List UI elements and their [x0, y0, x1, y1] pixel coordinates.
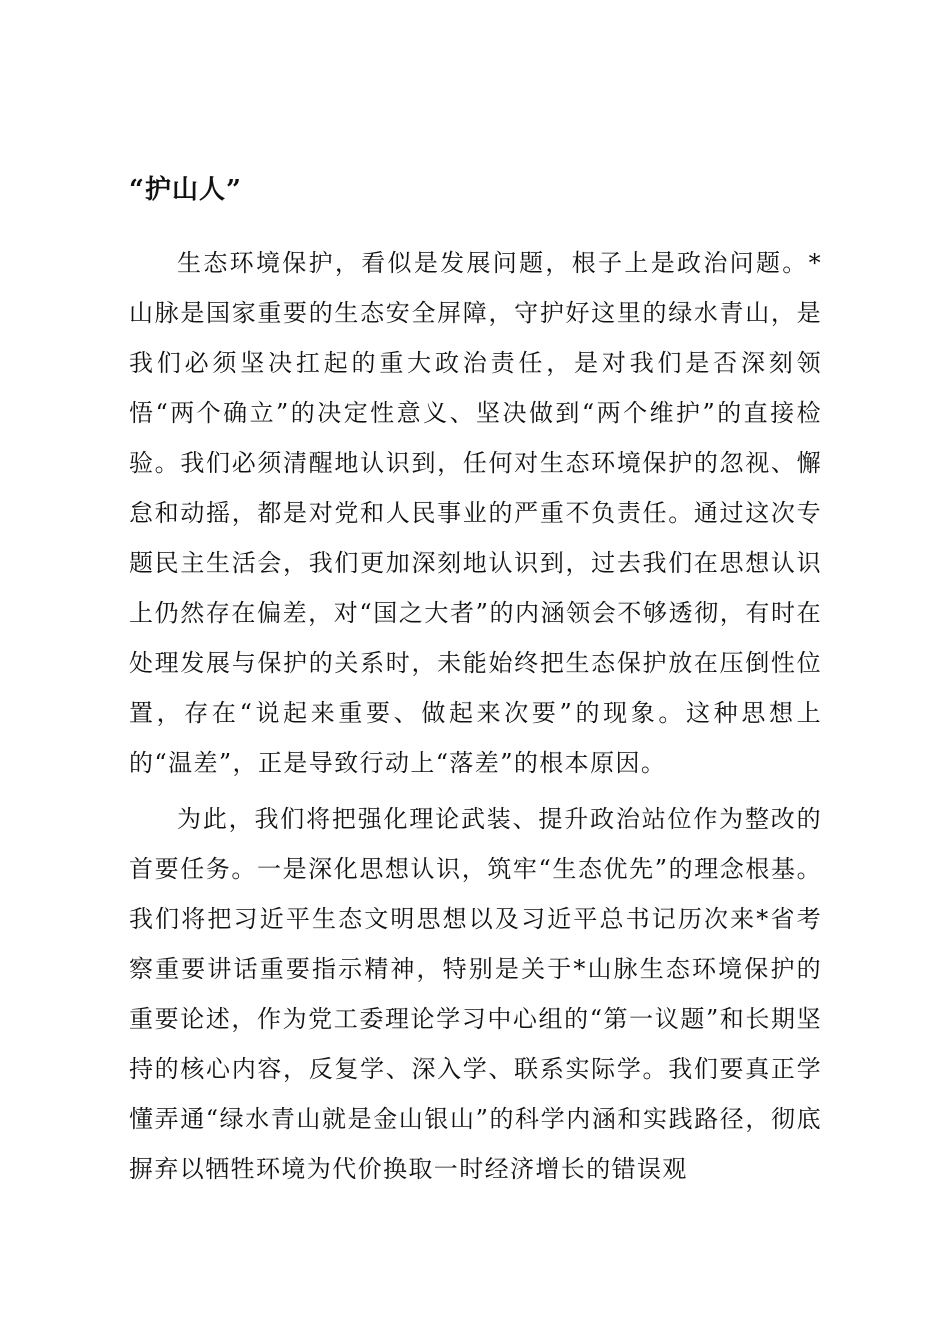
- document-body: [129, 238, 822, 1194]
- paragraph-2: 为此，我们将把强化理论武装、提升政治站位作为整改的首要任务。一是深化思想认识，筑牢“生态优先”的理念根基。我们将把习近平生态文明思想以及习近平总书记历次来*省考察重要讲话重要指示精神，特别是关于*山脉生态环境保护的重要论述，作为党工委理论学习中心组的“第一议题”和长期坚持的核心内容，反复学、深入学、联系实际学。我们要真正学懂弄通“绿水青山就是金山银山”的科学内涵和实践路径，彻底摒弃以牺牲环境为代价换取一时经济增长的错误观: [129, 805, 822, 1183]
- paragraph-1: 生态环境保护，看似是发展问题，根子上是政治问题。*山脉是国家重要的生态安全屏障，守护好这里的绿水青山，是我们必须坚决扛起的重大政治责任，是对我们是否深刻领悟“两个确立”的决定性意义、坚决做到“两个维护”的直接检验。我们必须清醒地认识到，任何对生态环境保护的忽视、懈怠和动摇，都是对党和人民事业的严重不负责任。通过这次专题民主生活会，我们更加深刻地认识到，过去我们在思想认识上仍然存在偏差，对“国之大者”的内涵领会不够透彻，有时在处理发展与保护的关系时，未能始终把生态保护放在压倒性位置，存在“说起来重要、做起来次要”的现象。这种思想上的“温差”，正是导致行动上“落差”的根本原因。: [129, 249, 822, 777]
- section-heading: “护山人”: [129, 175, 242, 205]
